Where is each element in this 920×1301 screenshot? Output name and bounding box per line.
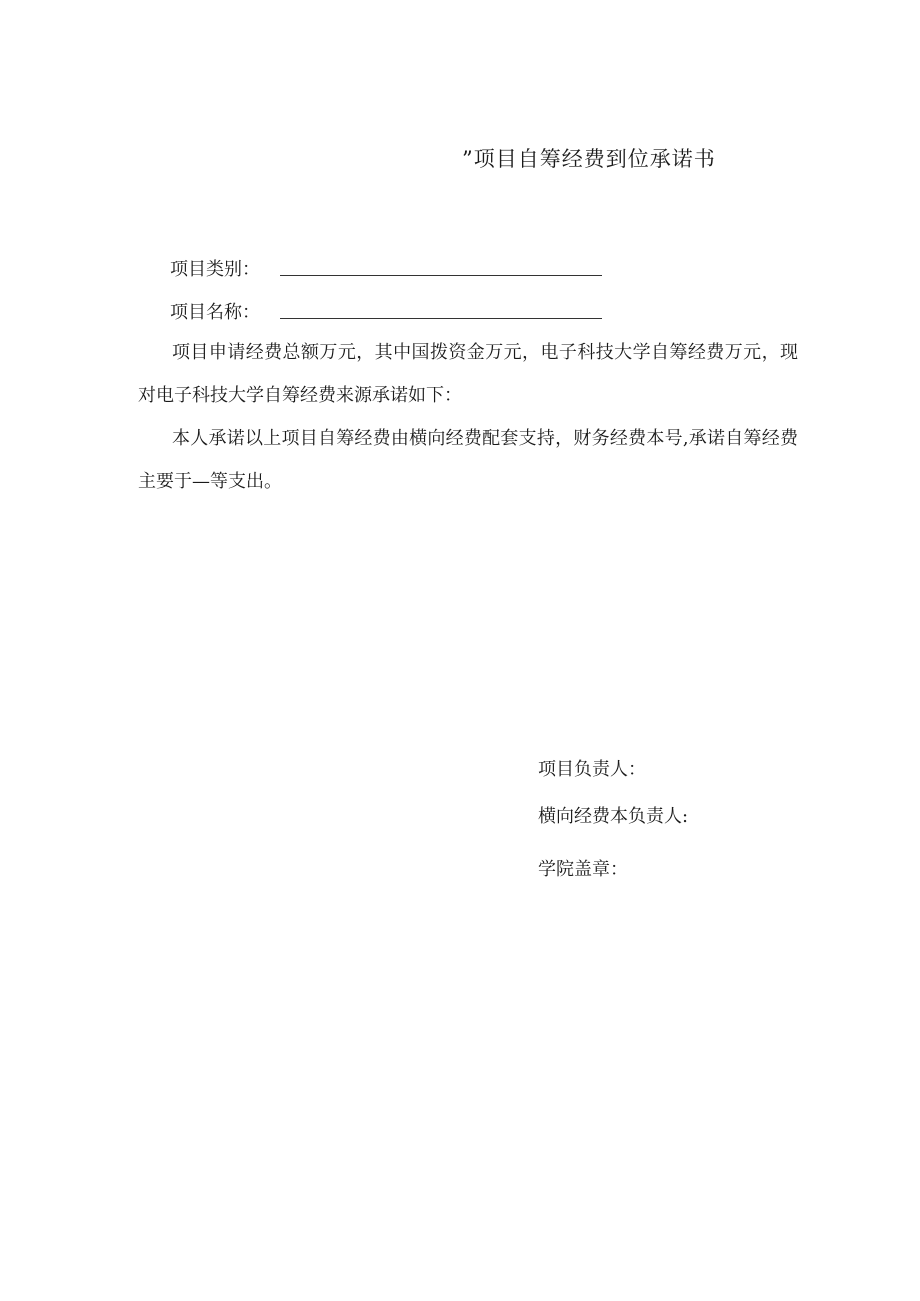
document-title: ”项目自筹经费到位承诺书: [462, 147, 716, 171]
commitment-paragraph: 本人承诺以上项目自筹经费由横向经费配套支持，财务经费本号,承诺自筹经费主要于—等支出。: [138, 428, 798, 492]
project-name-label: 项目名称：: [170, 302, 260, 323]
project-category-label: 项目类别：: [170, 259, 260, 280]
project-category-field: [170, 255, 602, 281]
project-leader-signature-label: 项目负责人：: [538, 759, 646, 780]
horizontal-fund-leader-signature-label: 横向经费本负责人:: [538, 806, 689, 827]
project-name-field: [170, 298, 602, 324]
project-category-blank-line: [280, 274, 602, 276]
project-name-blank-line: [280, 317, 602, 319]
college-seal-label: 学院盖章：: [538, 859, 628, 880]
funding-statement-paragraph: 项目申请经费总额万元，其中国拨资金万元，电子科技大学自筹经费万元，现对电子科技大学自筹经费来源承诺如下：: [138, 342, 798, 406]
